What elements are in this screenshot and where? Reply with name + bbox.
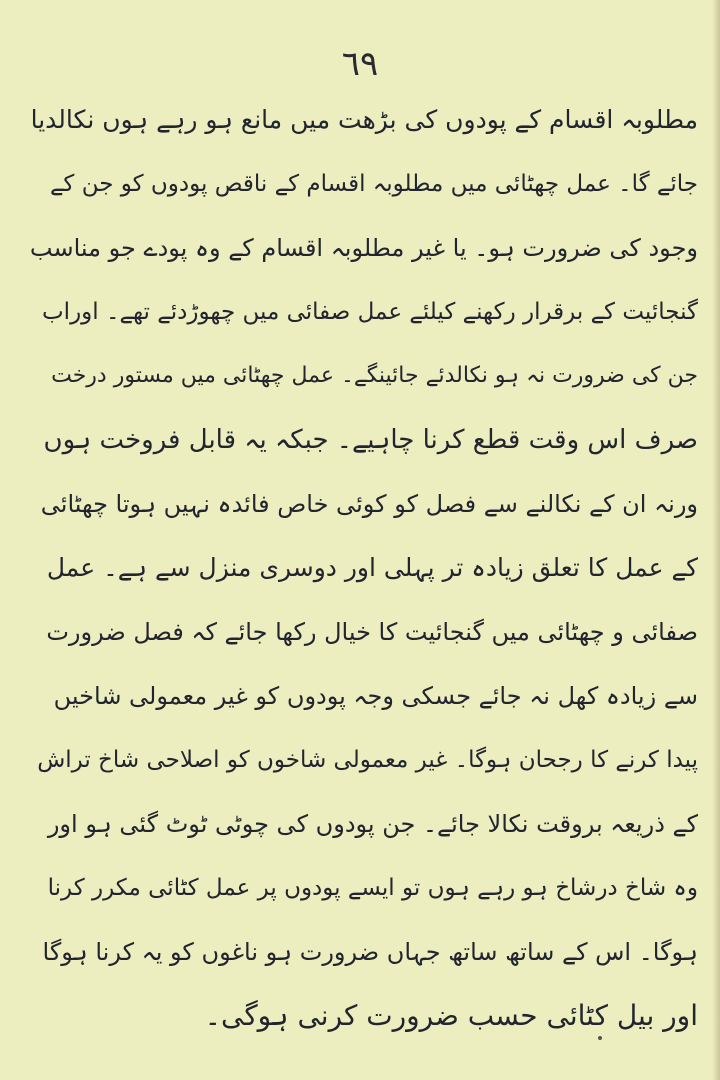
- handwritten-text-body: [28, 88, 698, 1048]
- page-number: ٦٩: [341, 44, 379, 84]
- text-line: گنجائیت کے برقرار رکھنے کیلئے عمل صفائی میں چھوڑدئے تھے۔ اوراب: [42, 299, 698, 325]
- text-line: وجود کی ضرورت ہو۔ یا غیر مطلوبہ اقسام کے وہ پودے جو مناسب: [29, 234, 698, 262]
- text-line: صرف اس وقت قطع کرنا چاہیے۔ جبکہ یہ قابل فروخت ہوں: [43, 425, 698, 455]
- text-line: جائے گا۔ عمل چھٹائی میں مطلوبہ اقسام کے ناقص پودوں کو جن کے: [49, 171, 698, 197]
- text-line: اور بیل کٹائی حسب ضرورت کرنی ہوگی۔: [204, 999, 698, 1032]
- text-line: پیدا کرنے کا رجحان ہوگا۔ غیر معمولی شاخوں کو اصلاحی شاخ تراش: [37, 747, 698, 773]
- ink-dot: [598, 1036, 602, 1040]
- page-edge-shadow: [712, 0, 720, 1080]
- text-line: وہ شاخ درشاخ ہو رہے ہوں تو ایسے پودوں پر عمل کٹائی مکرر کرنا: [47, 875, 698, 901]
- text-line: جن کی ضرورت نہ ہو نکالدئے جائینگے۔ عمل چھٹائی میں مستور درخت: [51, 363, 698, 388]
- text-line: صفائی و چھٹائی میں گنجائیت کا خیال رکھا جائے کہ فصل ضرورت: [46, 618, 698, 646]
- text-line: ہوگا۔ اس کے ساتھ ساتھ جہاں ضرورت ہو ناغوں کو یہ کرنا ہوگا: [42, 938, 698, 966]
- text-line: سے زیادہ کھل نہ جائے جسکی وجہ پودوں کو غیر معمولی شاخیں: [53, 682, 698, 710]
- text-line: ورنہ ان کے نکالنے سے فصل کو کوئی خاص فائدہ نہیں ہوتا چھٹائی: [40, 490, 698, 518]
- text-line: مطلوبہ اقسام کے پودوں کی بڑھت میں مانع ہو رہے ہوں نکالدیا: [30, 105, 698, 134]
- text-line: کے ذریعہ بروقت نکالا جائے۔ جن پودوں کی چوٹی ٹوٹ گئی ہو اور: [47, 810, 698, 838]
- text-line: کے عمل کا تعلق زیادہ تر پہلی اور دوسری منزل سے ہے۔ عمل: [46, 553, 698, 582]
